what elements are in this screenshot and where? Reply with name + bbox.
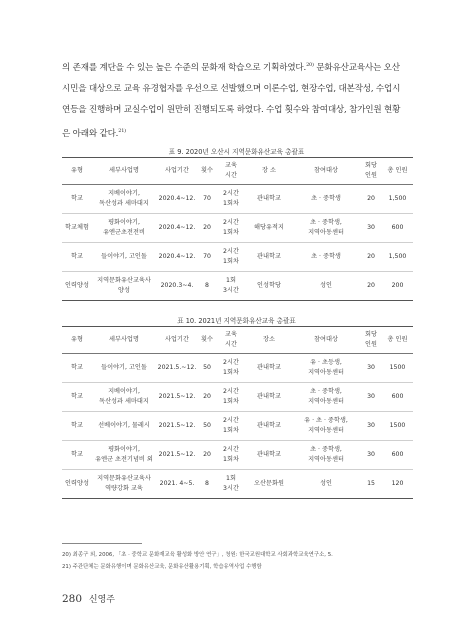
table-cell [292, 412, 360, 441]
table-cell: 2021.5~12. [158, 421, 196, 429]
cell-line: 1회차 [223, 229, 239, 236]
table2 [62, 326, 413, 499]
table-cell: 들이야기, 고인돌 [101, 252, 147, 260]
footnote-divider [62, 543, 142, 544]
table-cell: 20 [203, 392, 211, 400]
cell-line: 지역아동센터 [308, 369, 344, 376]
table2-caption: 표 10. 2021년 지역문화유산교육 총괄표 [177, 317, 296, 325]
cell-line: 2시간 [223, 189, 239, 197]
table-cell: 600 [391, 223, 404, 231]
cell-line: 1회 [226, 474, 236, 482]
table-cell: 관내학교 [257, 363, 281, 371]
table-cell: 20 [203, 223, 211, 231]
cell-line: 지역아동센터 [308, 229, 344, 236]
table-cell: 20 [367, 252, 375, 260]
table-cell: 학교 [71, 363, 83, 371]
table-cell: 관내학교 [257, 194, 281, 202]
table-cell: 15 [367, 479, 375, 487]
table-cell: 50 [203, 363, 211, 371]
table-cell: 1,500 [388, 252, 407, 260]
cell-line: 인원 [365, 172, 377, 179]
table-cell: 관내학교 [257, 421, 281, 429]
cell-line: 지베이야기, [108, 189, 140, 197]
table-cell: 오산문화원 [254, 479, 284, 487]
table-cell [92, 441, 156, 470]
table-cell: 초 · 중학생 [311, 252, 341, 260]
table-cell: 2020.3~4. [160, 281, 194, 289]
table1-header-cell: 장 소 [262, 166, 276, 174]
body-line-2: 시민을 대상으로 교육 유경협자를 우선으로 선발했으며 이론수업, 현장수업, 대본작성, 수업시 [62, 83, 401, 94]
table1 [62, 157, 413, 301]
table-cell: 50 [203, 421, 211, 429]
cell-line: 1회차 [223, 456, 239, 463]
cell-line: 유엔군 초전기념비 외 [95, 456, 153, 463]
table1-header-cell: 사업기간 [165, 166, 189, 174]
cell-line: 회당 [365, 161, 377, 169]
cell-line: 2시간 [223, 445, 239, 453]
table-cell: 2021.5~12. [158, 450, 196, 458]
table-cell: 학교 [71, 421, 83, 429]
cell-line: 독산성과 세마대지 [99, 200, 149, 207]
table-cell: 학교 [71, 450, 83, 458]
table1-header-cell [360, 158, 382, 185]
table-cell: 20 [367, 194, 375, 202]
cell-line: 지역아동센터 [308, 398, 344, 405]
footnote-ref-21[interactable]: 21) [118, 127, 126, 134]
cell-line: 평화이야기, [108, 218, 140, 226]
table-cell: 600 [391, 392, 404, 400]
footnote-ref-20[interactable]: 20) [306, 62, 314, 68]
cell-line: 지베이야기, [108, 387, 140, 395]
table1-header-cell [216, 158, 246, 185]
table-cell: 8 [205, 281, 209, 289]
table-cell: 들이야기, 고인돌 [101, 363, 147, 371]
body-line-1: 의 존재를 계단을 수 있는 높은 수준의 문화재 학습으로 기획하였다.$^{20)}$ 문화유산교육사는 오산 [62, 62, 400, 73]
table-cell [216, 214, 246, 243]
table-cell [292, 354, 360, 383]
table2-header-cell: 총 인원 [387, 335, 408, 343]
cell-line: 2시간 [223, 416, 239, 424]
table-cell [92, 185, 156, 214]
cell-line: 시간 [225, 341, 237, 348]
cell-line: 인원 [365, 341, 377, 348]
table-cell [292, 383, 360, 412]
table1-header-cell: 유형 [71, 166, 83, 174]
cell-line: 유 · 초등생, [310, 358, 342, 366]
table-cell: 관내학교 [257, 252, 281, 260]
table-cell: 30 [367, 421, 375, 429]
table-cell [216, 354, 246, 383]
table-cell: 30 [367, 223, 375, 231]
table1-header-cell: 횟수 [201, 166, 213, 174]
table-cell: 20 [203, 450, 211, 458]
table-cell: 초 · 중학생 [311, 194, 341, 202]
table-cell: 인력양성 [65, 479, 89, 487]
table-cell [92, 272, 156, 301]
table-row [62, 441, 413, 470]
table-row [62, 272, 413, 301]
table-row [62, 412, 413, 441]
footnote-21: 21) 주관단체는 문화유행이며 문화유산교육, 문화유산활용기획, 학습유역사업 수행함 [62, 564, 262, 570]
body-line-3: 연등을 진행하며 교실수업이 원만히 진행되도록 하였다. 수업 횟수와 참여대상, 참가인원 현황 [62, 104, 401, 115]
table-cell: 해당유적지 [254, 223, 284, 231]
cell-line: 3시간 [223, 287, 239, 294]
table-cell: 1500 [389, 363, 406, 371]
table-cell: 8 [205, 479, 209, 487]
table-cell: 성인 [320, 479, 332, 487]
cell-line: 지역문화유산교육사 [97, 276, 151, 284]
table-cell: 30 [367, 392, 375, 400]
table-cell [92, 214, 156, 243]
table2-header-cell [360, 327, 382, 354]
table-cell [216, 185, 246, 214]
cell-line: 1회차 [223, 369, 239, 376]
table-row [62, 354, 413, 383]
cell-line: 회당 [365, 330, 377, 338]
page-number: 280 [62, 593, 83, 605]
table2-header-row [62, 327, 413, 354]
table-cell: 2021.5~12. [158, 392, 196, 400]
table-cell: 30 [367, 450, 375, 458]
table-cell: 학교체험 [65, 223, 89, 231]
cell-line: 양성 [118, 287, 130, 294]
table-cell [216, 243, 246, 272]
table1-caption: 표 9. 2020년 오산시 지역문화유산교육 총괄표 [168, 148, 305, 156]
table-cell: 관내학교 [257, 392, 281, 400]
table-row [62, 470, 413, 499]
table-cell: 20 [367, 281, 375, 289]
cell-line: 역량강화 교육 [105, 485, 143, 492]
cell-line: 1회차 [223, 398, 239, 405]
table-cell [292, 441, 360, 470]
body-line-4: 은 아래와 같다.$^{21)}$ [62, 127, 126, 139]
running-author: 신영주 [88, 595, 116, 605]
table-row [62, 214, 413, 243]
table-cell: 2020.4~12. [158, 223, 196, 231]
table1-header-cell: 참여대상 [314, 166, 338, 174]
table-cell: 30 [367, 363, 375, 371]
body-paragraph [62, 55, 420, 145]
cell-line: 지역아동센터 [308, 427, 344, 434]
table1-header-row [62, 158, 413, 185]
table2-header-cell: 장소 [263, 335, 275, 343]
cell-line: 교육 [225, 161, 237, 169]
cell-line: 2시간 [223, 218, 239, 226]
table-cell [216, 412, 246, 441]
table1-header-cell: 총 인원 [387, 166, 408, 174]
cell-line: 유 · 초 · 중학생, [304, 416, 348, 424]
cell-line: 2시간 [223, 247, 239, 255]
cell-line: 2시간 [223, 358, 239, 366]
cell-line: 1회차 [223, 427, 239, 434]
table2-header-cell: 세부사업명 [109, 335, 139, 343]
table-cell: 2021. 4~5. [159, 479, 195, 487]
cell-line: 지역문화유산교육사 [97, 474, 151, 482]
cell-line: 평화이야기, [108, 445, 140, 453]
table-row [62, 185, 413, 214]
table-cell [92, 470, 156, 499]
cell-line: 교육 [225, 330, 237, 338]
cell-line: 초 · 중학생, [310, 218, 342, 226]
footnotes [62, 549, 422, 573]
table-cell: 1500 [389, 421, 406, 429]
table-cell: 관내학교 [257, 450, 281, 458]
cell-line: 초 · 중학생, [310, 445, 342, 453]
table-cell [92, 383, 156, 412]
table-cell [216, 470, 246, 499]
table-cell [292, 214, 360, 243]
table2-header-cell [216, 327, 246, 354]
cell-line: 1회차 [223, 258, 239, 265]
table-cell: 학교 [71, 194, 83, 202]
table-cell: 2020.4~12. [158, 252, 196, 260]
cell-line: 시간 [225, 172, 237, 179]
cell-line: 지역아동센터 [308, 456, 344, 463]
footnote-20: 20) 최종구 외, 2006, 「초 · 중학교 문화재교육 활성화 방안 연구」, 청원: 한국교원대학교 사회과학교육연구소, 5. [62, 552, 333, 558]
table-cell: 학교 [71, 252, 83, 260]
table2-header-cell: 참여대상 [314, 335, 338, 343]
table-cell: 성인 [320, 281, 332, 289]
cell-line: 1회 [226, 276, 236, 284]
table-cell: 70 [203, 194, 211, 202]
table-row [62, 383, 413, 412]
cell-line: 유엔군초전전비 [103, 229, 145, 236]
table-row [62, 243, 413, 272]
cell-line: 3시간 [223, 485, 239, 492]
table-cell [216, 383, 246, 412]
table-cell: 인력양성 [65, 281, 89, 289]
table2-header-cell: 유형 [71, 335, 83, 343]
table-cell: 학교 [71, 392, 83, 400]
table-cell: 1,500 [388, 194, 407, 202]
cell-line: 2시간 [223, 387, 239, 395]
page-footer [62, 592, 115, 605]
table-cell: 70 [203, 252, 211, 260]
table-cell: 선베이야기, 물레시 [98, 421, 150, 429]
table-cell [216, 272, 246, 301]
table-cell: 200 [391, 281, 404, 289]
table-cell: 120 [391, 479, 404, 487]
table2-header-cell: 횟수 [201, 335, 213, 343]
table-cell: 2020.4~12. [158, 194, 196, 202]
cell-line: 초 · 중학생, [310, 387, 342, 395]
cell-line: 독산성과 세마대지 [99, 398, 149, 405]
table-cell: 600 [391, 450, 404, 458]
table1-header-cell: 세부사업명 [109, 166, 139, 174]
table2-header-cell: 사업기간 [165, 335, 189, 343]
table-cell: 2021.5.~12. [157, 363, 197, 371]
table-cell [216, 441, 246, 470]
cell-line: 1회차 [223, 200, 239, 207]
table-cell: 인성학당 [257, 281, 281, 289]
